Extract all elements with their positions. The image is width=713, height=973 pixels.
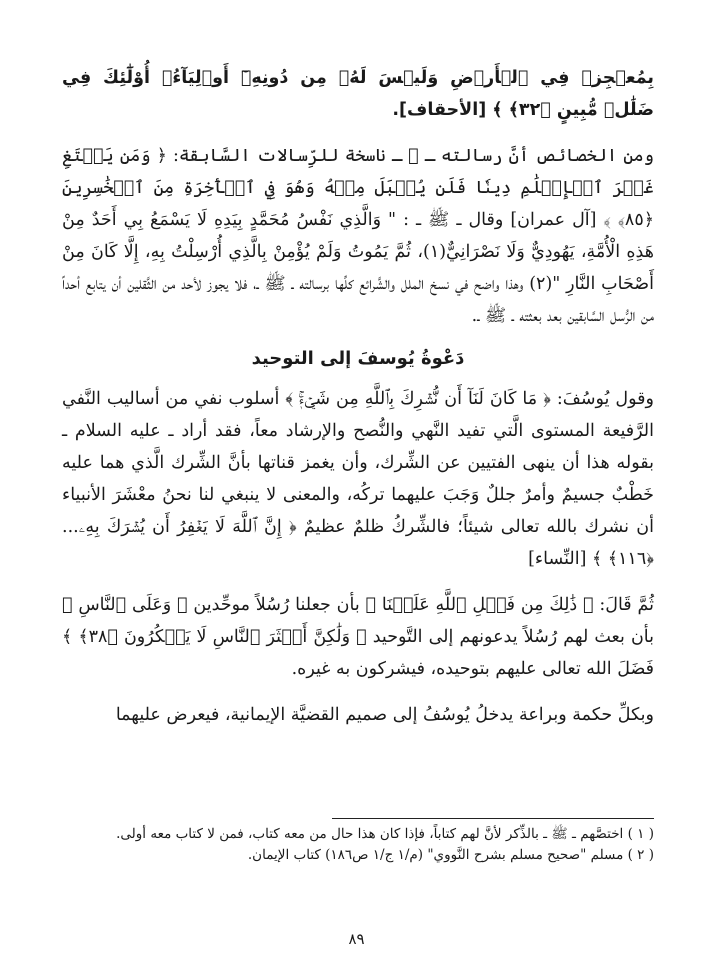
footnote-2: ( ٢ ) مسلم "صحيح مسلم بشرح النَّووي" (م/١ ج/١ ص١٨٦) كتاب الإيمان. — [247, 847, 654, 863]
page-body — [62, 62, 654, 942]
footnote-1: ( ١ ) اختصَّهم ـ ﷺ ـ بالذِّكر لأنَّ لهم كتاباً، فإذا كان هذا حال من معه كتاب، فمن لا كتاب معه أولى. — [116, 826, 654, 842]
paragraph-2: ومن الخصائص أنَّ رسالته ـ ﷺ ـ ناسخة للرِّسالات السَّابقة: ﴿ وَمَن يَبۡتَغِ غَيۡرَ ٱلۡإِسۡلَٰمِ دِينٗا فَلَن يُقۡبَلَ مِنۡهُ وَهُوَ فِي ٱلۡأٓخِرَةِ مِنَ ٱلۡخَٰسِرِينَ ﴿٨٥﴾ ﴾ [آل عمران] وقال ـ ﷺ ـ : " وَالَّذِي نَفْسُ مُحَمَّدٍ بِيَدِهِ لَا يَسْمَعُ بِي أَحَدٌ مِنْ هَذِهِ الْأُمَّةِ، يَهُودِيٌّ وَلَا نَصْرَانِيٌّ(١)، ثُمَّ يَمُوتُ وَلَمْ يُؤْمِنْ بِالَّذِي أُرْسِلْتُ بِهِ، إِلَّا كَانَ مِنْ أَصْحَابِ النَّارِ "(٢) وهذا واضح في نسخ الملل والشَّرائع كلِّها برسالته ـ ﷺ ـ، فلا يجوز لأحد من الثَّقلين أن يتابع أحداً من الرُّسل السَّابقين بعد بعثته ـ ﷺ ـ. — [62, 146, 654, 326]
page-number: ٨٩ — [348, 930, 365, 948]
section-heading: دَعْوةُ يُوسفَ إلى التوحيد — [251, 348, 465, 369]
footnotes — [62, 824, 654, 866]
paragraph-1: بِمُعۡجِزٖ فِي ٱلۡأَرۡضِ وَلَيۡسَ لَهُۥ مِن دُونِهِۦٓ أَوۡلِيَآءُۚ أُوْلَٰٓئِكَ فِي ضَلَٰلٖ مُّبِينٍ ﴿٣٢﴾ ﴾ [الأحقاف]. — [62, 68, 654, 120]
footnote-divider — [332, 818, 654, 819]
paragraph-4: ثُمَّ قَالَ: ﴿ ذَٰلِكَ مِن فَضۡلِ ٱللَّهِ عَلَيۡنَا ﴾ بأن جعلنا رُسُلاً موحِّدين ﴿ وَعَلَى ٱلنَّاسِ ﴾ بأن بعث لهم رُسُلاً يدعونهم إلى التَّوحيد ﴿ وَلَٰكِنَّ أَكۡثَرَ ٱلنَّاسِ لَا يَشۡكُرُونَ ﴿٣٨﴾ ﴾ فَضَلَ الله تعالى عليهم بتوحيده، فيشركون به غيره. — [62, 595, 654, 679]
paragraph-5: وبكلِّ حكمة وبراعة يدخلُ يُوسُفُ إلى صميم القضيَّة الإيمانية، فيعرض عليهما — [115, 705, 654, 725]
paragraph-3: وقول يُوسُفَ: ﴿ مَا كَانَ لَنَآ أَن نُّشۡرِكَ بِٱللَّهِ مِن شَيۡءٖۚ ﴾ أسلوب نفي من أساليب النَّفي الرَّفيعة المستوى الَّتي تفيد النَّهي والنُّصح والإرشاد معاً، فقد أراد ـ عليه السلام ـ بقوله هذا أن ينهى الفتيين عن الشِّرك، وأن يغمز قناتها بأنَّ الشِّرك الَّذي هما عليه خَطْبٌ جسيمٌ وأمرٌ جللٌ وَجَبَ عليهما تركُه، والمعنى لا ينبغي لنا نحنُ معْشَرَ الأنبياء أن نشرك بالله تعالى شيئاً؛ فالشِّركُ ظلمٌ عظيمٌ ﴿ إِنَّ ٱللَّهَ لَا يَغۡفِرُ أَن يُشۡرَكَ بِهِۦ... ﴿١١٦﴾ ﴾ [النِّساء] — [62, 389, 654, 569]
